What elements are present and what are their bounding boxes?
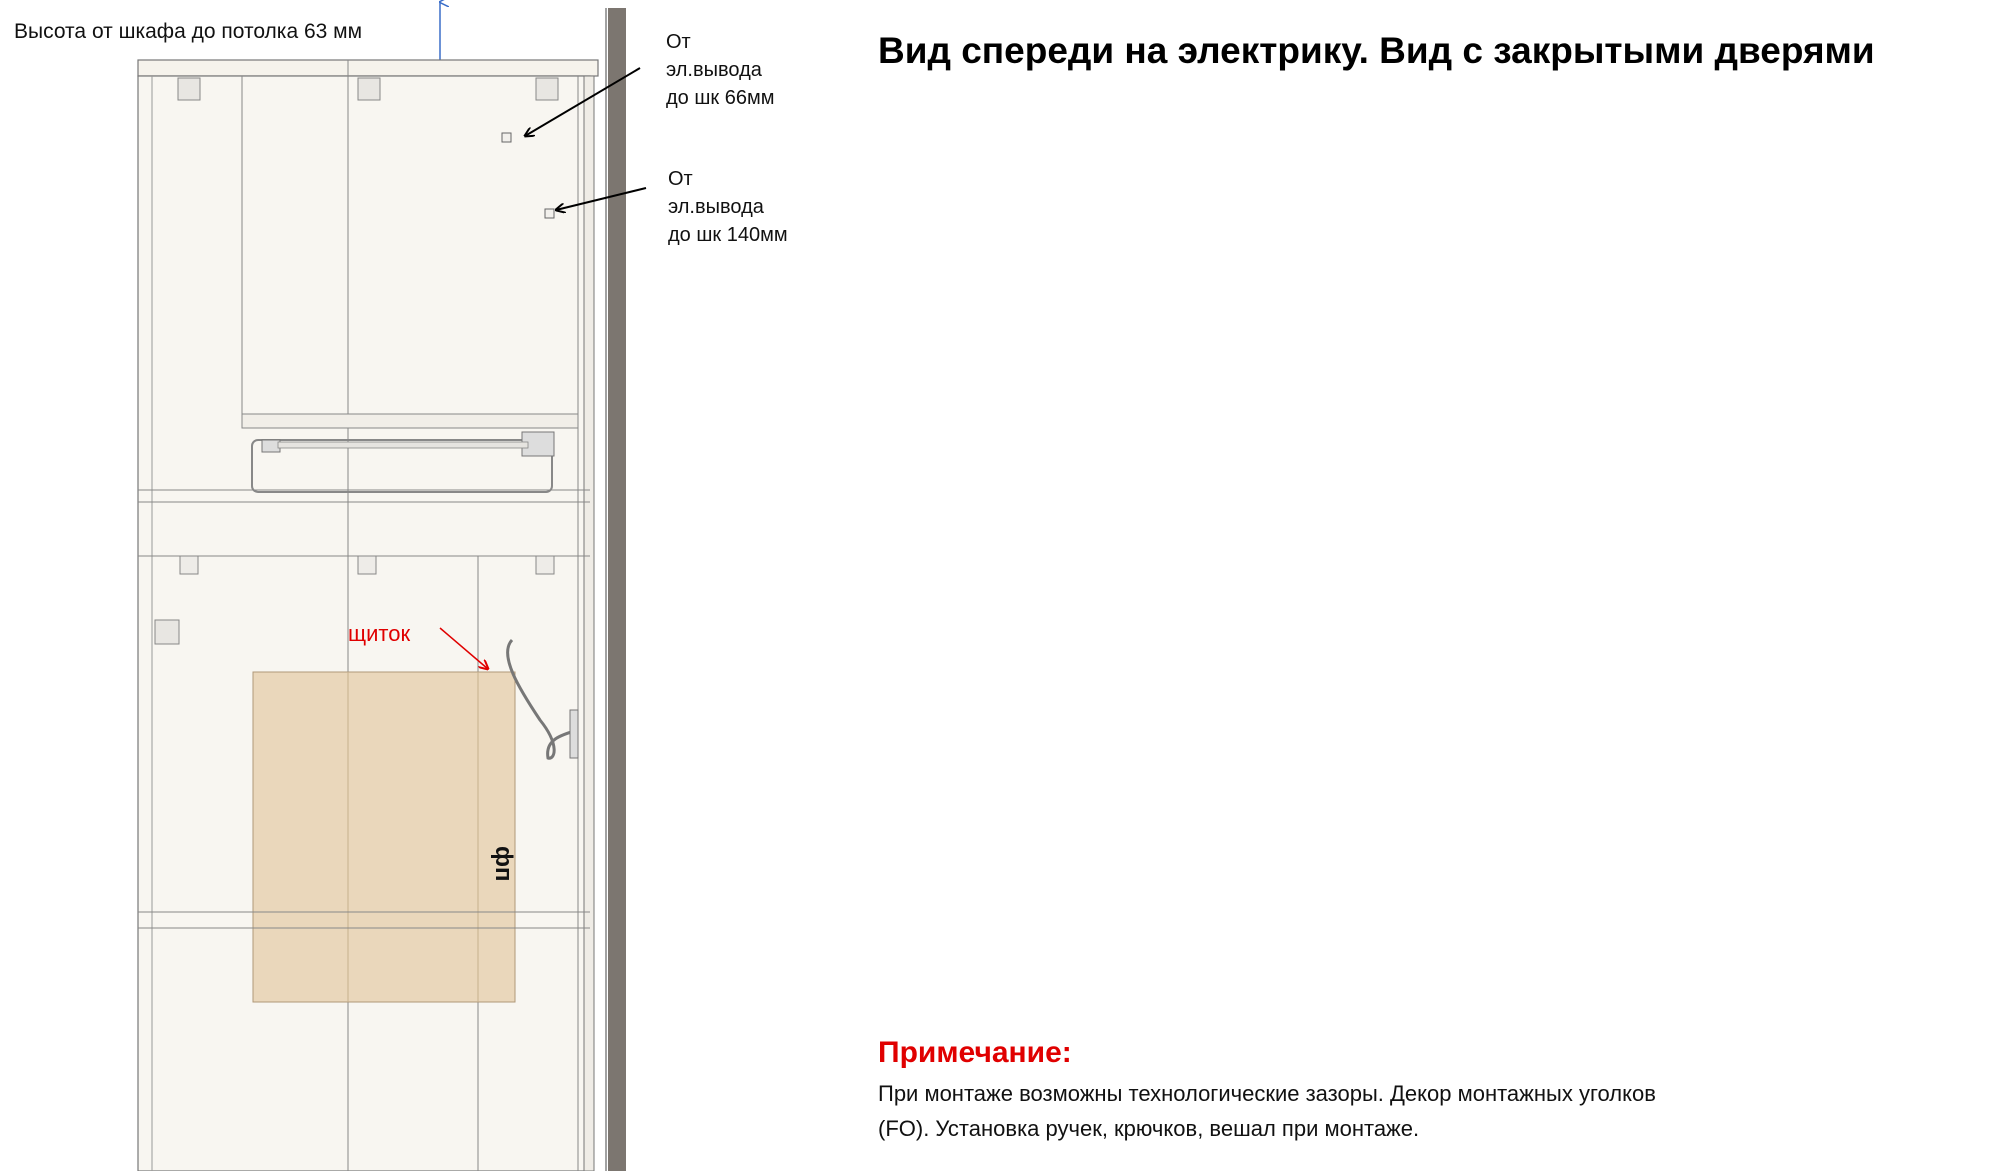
outlet-note-1 [666, 28, 774, 112]
cabinet-top-cap [138, 60, 598, 76]
remark-text [878, 1076, 1878, 1146]
outlet-note-1-line-1: От [666, 31, 691, 53]
outlet-note-2-line-2: эл.вывода [668, 196, 764, 218]
top-bracket-3 [536, 78, 558, 100]
hanging-shelf [242, 414, 578, 428]
ceiling-height-note: Высота от шкафа до потолка 63 мм [14, 20, 363, 43]
side-bracket [155, 620, 179, 644]
electrical-panel-box [253, 672, 515, 1002]
outlet-note-2-line-3: до шк 140мм [668, 224, 788, 246]
top-bracket-2 [358, 78, 380, 100]
wall [608, 8, 626, 1171]
electrical-outlet-2 [545, 209, 554, 218]
wall-hook-plate [570, 710, 578, 758]
electrical-outlet-1 [502, 133, 511, 142]
rail-bar [278, 442, 528, 448]
lower-bracket-3 [536, 556, 554, 574]
panel-label: щиток [348, 621, 411, 646]
remark-line-2: (FO). Установка ручек, крючков, вешал при монтаже. [878, 1116, 1420, 1141]
outlet-note-2-line-1: От [668, 168, 693, 190]
remark-heading: Примечание: [878, 1036, 1072, 1069]
fp-label: фп [490, 846, 517, 882]
lower-bracket-1 [180, 556, 198, 574]
outlet-note-1-line-2: эл.вывода [666, 59, 762, 81]
page-title: Вид спереди на электрику. Вид с закрытыми дверями [878, 30, 1875, 71]
top-bracket-1 [178, 78, 200, 100]
outlet-note-1-line-3: до шк 66мм [666, 87, 775, 109]
outlet-note-2 [668, 165, 788, 249]
lower-bracket-2 [358, 556, 376, 574]
rail-holder-left [262, 440, 280, 452]
remark-line-1: При монтаже возможны технологические зазоры. Декор монтажных уголков [878, 1081, 1656, 1106]
cabinet-side-panel [584, 76, 594, 1171]
